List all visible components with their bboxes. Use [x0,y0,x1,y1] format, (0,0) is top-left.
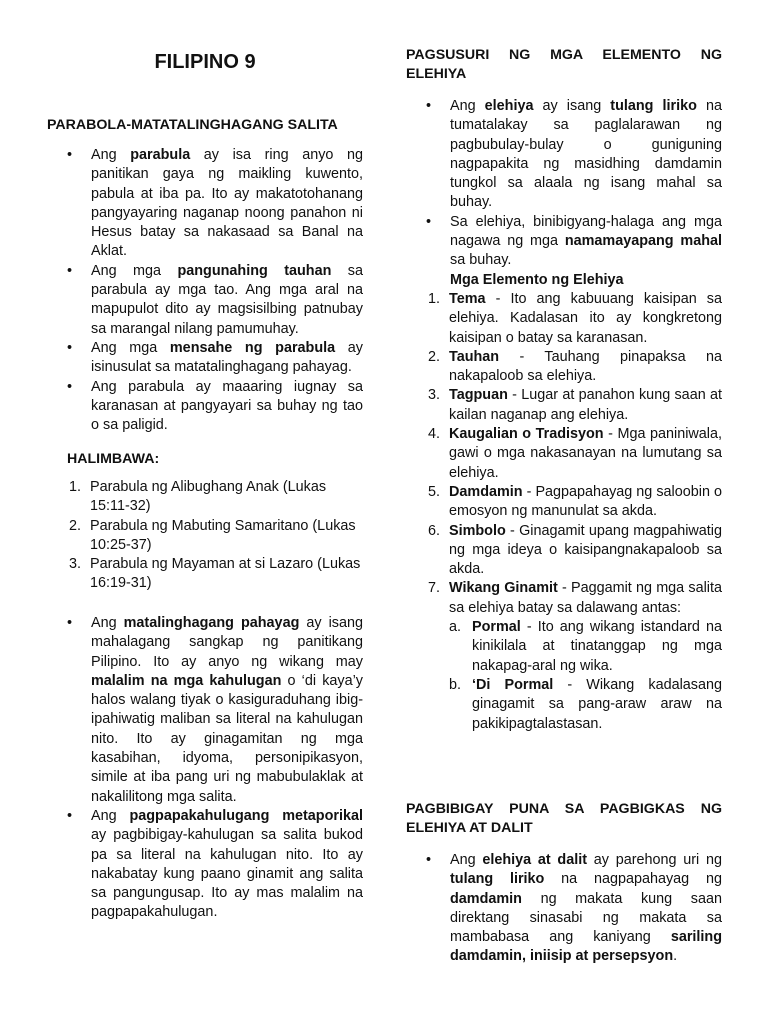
heading-parabola: PARABOLA-MATATALINGHAGANG SALITA [47,117,338,133]
page-title: FILIPINO 9 [154,51,256,73]
list-item: • Ang pagpapakahulugang metaporikal ay pagbibigay-kahulugan sa salita bukod pa sa literal na kahulugan nito. Ito ay nakabatay kung paano ginamit ang salita sa pangungusap. Ito ay mas malalim na pagpapakahulugan. [47,807,363,923]
list-item: • Ang parabula ay maaaring iugnay sa karanasan at pangyayari sa buhay ng tao o sa paligid. [47,378,363,436]
list-item: • Ang elehiya ay isang tulang liriko na tumatalakay sa paglalarawan ng pagbubulay-bulay o guniguning nagpapakita ng masidhing damdamin tungkol sa alaala ng isang mahal sa buhay. [406,97,722,213]
list-item: b. ‘Di Pormal - Wikang kadalasang ginagamit sa pang-araw araw na pakikipagtalastasan. [449,676,722,732]
subheading-elements: Mga Elemento ng Elehiya [450,272,624,288]
heading-elehiya: PAGSUSURI NG MGA ELEMENTO NG ELEHIYA [406,47,722,82]
list-item: a. Pormal - Ito ang wikang istandard na kinikilala at tinatanggap ng mga nakapag-aral ng wika. [449,619,722,674]
elements-list [406,290,722,734]
levels-list [449,618,722,734]
list-item: • Ang mga pangunahing tauhan sa parabula ay mga tao. Ang mga aral na mapupulot dito ay magsisilbing patnubay sa marangal nilang pamumuhay. [47,262,363,339]
list-item: 2. Tauhan - Tauhang pinapaksa na nakapaloob sa elehiya. [428,348,722,385]
list-item: 4. Kaugalian o Tradisyon - Mga paniniwala, gawi o mga nakasanayan na lumutang sa elehiya. [428,426,722,481]
list-item: 1. Tema - Ito ang kabuuang kaisipan sa elehiya. Kadalasan ito ay kongkretong kaisipan o batay sa karanasan. [428,291,722,346]
matalinghaga-bullets [47,614,363,923]
list-item: 5. Damdamin - Pagpapahayag ng saloobin o emosyon ng manunulat sa akda. [428,483,722,520]
list-item: • Ang matalinghagang pahayag ay isang mahalagang sangkap ng panitikang Pilipino. Ito ay anyo ng wikang may malalim na mga kahulugan o ‘di kaya’y halos walang tiyak o kasiguraduhang ibig-ipahiwatig maliban sa literal na kahulugan nito. Ito ay ginagamitan ng mga kasabihan, idyoma, personipikasyon, simile at iba pang uri ng mabubulaklak at nakalilitong mga salita. [47,614,363,807]
list-item: 1. Parabula ng Alibughang Anak (Lukas 15:11-32) [69,479,327,515]
list-item: 2. Parabula ng Mabuting Samaritano (Lukas 10:25-37) [69,517,356,553]
elehiya-bullets [406,97,722,271]
list-item: 7. Wikang Ginamit - Paggamit ng mga salita sa elehiya batay sa dalawang antas: a. Pormal - Ito ang wikang istandard na kinikilala at tinatanggap ng mga nakapag-aral ng wika. b. ‘Di Pormal - Wikang kadalasang ginagamit sa pang-araw araw na pakikipagtalastasan. [406,579,722,733]
parabola-bullets [47,146,363,435]
list-item: 3. Tagpuan - Lugar at panahon kung saan at kailan naganap ang elehiya. [428,387,722,423]
list-item: • Ang parabula ay isa ring anyo ng panitikan gaya ng maikling kuwento, pabula at iba pa. Ito ay makatotohanang pangyayaring naganap noong panahon ni Hesus batay sa nakasaad sa Banal na Aklat. [47,146,363,262]
list-item: • Ang mga mensahe ng parabula ay isinusulat sa matatalinghagang pahayag. [47,339,363,378]
list-item: 6. Simbolo - Ginagamit upang magpahiwatig ng mga ideya o kaisipangnakapaloob sa akda. [428,522,722,578]
list-item: 3. Parabula ng Mayaman at si Lazaro (Lukas 16:19-31) [69,556,361,592]
puna-bullets [406,851,722,967]
heading-puna: PAGBIBIGAY PUNA SA PAGBIGKAS NG ELEHIYA AT DALIT [406,801,722,836]
list-item: • Ang elehiya at dalit ay parehong uri ng tulang liriko na nagpapahayag ng damdamin ng makata kung saan direktang sinasabi ng makata sa mambabasa ang kaniyang sariling damdamin, iniisip at persepsyon. [406,851,722,967]
list-item: • Sa elehiya, binibigyang-halaga ang mga nagawa ng mga namamayapang mahal sa buhay. [406,213,722,271]
heading-halimbawa: HALIMBAWA: [67,451,160,467]
example-list [47,478,363,594]
